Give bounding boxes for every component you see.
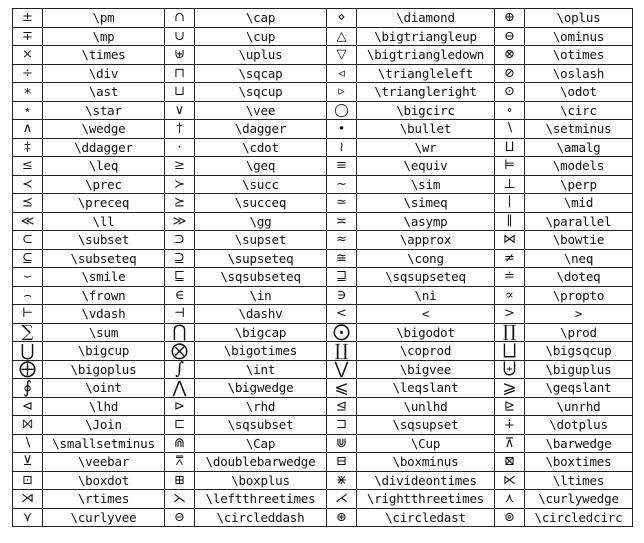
- latex-command: \doteq: [525, 268, 633, 287]
- symbol-glyph: ▽: [327, 46, 357, 65]
- symbol-glyph: ⊖: [495, 27, 525, 46]
- table-row: [13, 83, 633, 102]
- symbol-glyph: ⩞: [165, 453, 195, 472]
- latex-command: \ddagger: [43, 138, 165, 157]
- latex-command: \odot: [525, 83, 633, 102]
- latex-command: \ominus: [525, 27, 633, 46]
- latex-command: \amalg: [525, 138, 633, 157]
- symbol-glyph: ◃: [327, 64, 357, 83]
- symbol-glyph: †: [165, 120, 195, 139]
- latex-command: \rightthreetimes: [357, 490, 495, 509]
- latex-command: \bigcirc: [357, 101, 495, 120]
- latex-command: \geq: [195, 157, 327, 176]
- symbol-glyph: ÷: [13, 64, 43, 83]
- symbol-glyph: ⊳: [165, 397, 195, 416]
- symbol-glyph: ⋄: [327, 9, 357, 28]
- latex-command: \coprod: [357, 342, 495, 361]
- table-row: [13, 46, 633, 65]
- symbol-glyph: ⊘: [495, 64, 525, 83]
- table-row: [13, 157, 633, 176]
- latex-command: \dagger: [195, 120, 327, 139]
- latex-command: \smile: [43, 268, 165, 287]
- symbol-glyph: ⊔: [165, 83, 195, 102]
- latex-command: \propto: [525, 286, 633, 305]
- table-row: [13, 249, 633, 268]
- latex-command: \barwedge: [525, 434, 633, 453]
- latex-command: >: [525, 305, 633, 324]
- latex-command: \bigcup: [43, 342, 165, 361]
- symbol-glyph: ⨆: [495, 342, 525, 361]
- latex-command: \circ: [525, 101, 633, 120]
- symbol-glyph: ≤: [13, 157, 43, 176]
- symbol-glyph: ∑: [13, 323, 43, 342]
- latex-command: \oslash: [525, 64, 633, 83]
- table-row: [13, 175, 633, 194]
- symbol-glyph: ≃: [327, 194, 357, 213]
- table-row: [13, 508, 633, 527]
- table-row: [13, 138, 633, 157]
- symbol-glyph: ≥: [165, 157, 195, 176]
- latex-command: \curlywedge: [525, 490, 633, 509]
- latex-command: \supseteq: [195, 249, 327, 268]
- symbol-glyph: ×: [13, 46, 43, 65]
- latex-command: \rhd: [195, 397, 327, 416]
- latex-command: \bigoplus: [43, 360, 165, 379]
- latex-command: \uplus: [195, 46, 327, 65]
- latex-command: \subseteq: [43, 249, 165, 268]
- latex-command: \approx: [357, 231, 495, 250]
- latex-command: \models: [525, 157, 633, 176]
- latex-command: \sqcup: [195, 83, 327, 102]
- latex-command: \circledast: [357, 508, 495, 527]
- latex-command: \circledcirc: [525, 508, 633, 527]
- table-row: [13, 212, 633, 231]
- symbol-glyph: ⋋: [165, 490, 195, 509]
- symbol-glyph: ⌢: [13, 286, 43, 305]
- symbol-glyph: ∧: [13, 120, 43, 139]
- latex-command: \ni: [357, 286, 495, 305]
- symbol-glyph: ∙: [327, 120, 357, 139]
- latex-command: \sqsubset: [195, 416, 327, 435]
- symbol-glyph: ⨄: [495, 360, 525, 379]
- latex-command: \smallsetminus: [43, 434, 165, 453]
- latex-command: \mid: [525, 194, 633, 213]
- latex-command: \bigcap: [195, 323, 327, 342]
- symbol-glyph: ⊎: [165, 46, 195, 65]
- symbol-glyph: ⊓: [165, 64, 195, 83]
- latex-command: \ll: [43, 212, 165, 231]
- latex-command: \in: [195, 286, 327, 305]
- latex-command: \Join: [43, 416, 165, 435]
- latex-command: \Cap: [195, 434, 327, 453]
- latex-command: \triangleleft: [357, 64, 495, 83]
- symbol-glyph: ⊞: [165, 471, 195, 490]
- latex-command: \equiv: [357, 157, 495, 176]
- symbol-glyph: ⋈: [495, 231, 525, 250]
- latex-command: \divideontimes: [357, 471, 495, 490]
- latex-command: \bigotimes: [195, 342, 327, 361]
- latex-command: \geqslant: [525, 379, 633, 398]
- table-row: [13, 101, 633, 120]
- latex-command: \boxdot: [43, 471, 165, 490]
- symbol-glyph: ∓: [13, 27, 43, 46]
- latex-command: \vee: [195, 101, 327, 120]
- symbol-glyph: ⊗: [495, 46, 525, 65]
- symbol-glyph: ⪯: [13, 194, 43, 213]
- latex-command: \sqcap: [195, 64, 327, 83]
- latex-command: \sqsupseteq: [357, 268, 495, 287]
- symbol-glyph: ⊡: [13, 471, 43, 490]
- symbol-glyph: ⌣: [13, 268, 43, 287]
- symbol-glyph: ∖: [13, 434, 43, 453]
- table-row: [13, 471, 633, 490]
- symbol-glyph: ⊃: [165, 231, 195, 250]
- latex-command: \cup: [195, 27, 327, 46]
- latex-command: \pm: [43, 9, 165, 28]
- table-row: [13, 231, 633, 250]
- symbol-glyph: ⨁: [13, 360, 43, 379]
- latex-command: \asymp: [357, 212, 495, 231]
- symbol-glyph: ⋊: [13, 490, 43, 509]
- symbol-glyph: ∐: [327, 342, 357, 361]
- symbol-glyph: ∔: [495, 416, 525, 435]
- symbol-glyph: ⋒: [165, 434, 195, 453]
- latex-command: \boxminus: [357, 453, 495, 472]
- latex-command: \bigwedge: [195, 379, 327, 398]
- latex-command: \int: [195, 360, 327, 379]
- symbol-glyph: ⊻: [13, 453, 43, 472]
- symbol-glyph: ⊒: [327, 268, 357, 287]
- latex-command: \veebar: [43, 453, 165, 472]
- symbol-glyph: ∮: [13, 379, 43, 398]
- symbol-glyph: ∘: [495, 101, 525, 120]
- symbol-glyph: ∝: [495, 286, 525, 305]
- latex-command: \triangleright: [357, 83, 495, 102]
- symbol-glyph: ·: [165, 138, 195, 157]
- table-row: [13, 360, 633, 379]
- symbol-glyph: ∗: [13, 83, 43, 102]
- latex-command: \biguplus: [525, 360, 633, 379]
- symbol-glyph: ⋁: [327, 360, 357, 379]
- latex-command: \vdash: [43, 305, 165, 324]
- latex-command: \sum: [43, 323, 165, 342]
- symbol-glyph: ⊆: [13, 249, 43, 268]
- symbol-glyph: △: [327, 27, 357, 46]
- symbol-glyph: ∏: [495, 323, 525, 342]
- latex-command: \bullet: [357, 120, 495, 139]
- symbol-glyph: ≠: [495, 249, 525, 268]
- symbol-glyph: ≪: [13, 212, 43, 231]
- table-row: [13, 268, 633, 287]
- symbol-glyph: ⋏: [495, 490, 525, 509]
- table-row: [13, 120, 633, 139]
- latex-command: \ast: [43, 83, 165, 102]
- symbol-glyph: ≅: [327, 249, 357, 268]
- latex-command: \sqsubseteq: [195, 268, 327, 287]
- symbol-glyph: ⊣: [165, 305, 195, 324]
- symbol-glyph: ⋀: [165, 379, 195, 398]
- symbol-glyph: ▹: [327, 83, 357, 102]
- table-row: [13, 27, 633, 46]
- latex-command: \wedge: [43, 120, 165, 139]
- latex-command: \boxtimes: [525, 453, 633, 472]
- symbol-glyph: ⊕: [495, 9, 525, 28]
- latex-command: \wr: [357, 138, 495, 157]
- symbol-glyph: ⊥: [495, 175, 525, 194]
- symbol-glyph: ⨝: [13, 416, 43, 435]
- symbol-glyph: ⊝: [165, 508, 195, 527]
- latex-command: \unlhd: [357, 397, 495, 416]
- symbol-glyph: ⨀: [327, 323, 357, 342]
- latex-command: \bigvee: [357, 360, 495, 379]
- table-row: [13, 305, 633, 324]
- symbol-glyph: ∖: [495, 120, 525, 139]
- table-row: [13, 9, 633, 28]
- symbol-glyph: ⋎: [13, 508, 43, 527]
- symbol-glyph: ⊼: [495, 434, 525, 453]
- latex-command: \bowtie: [525, 231, 633, 250]
- latex-command: \mp: [43, 27, 165, 46]
- symbol-glyph: ≈: [327, 231, 357, 250]
- symbol-glyph: ⊠: [495, 453, 525, 472]
- symbol-glyph: ⊂: [13, 231, 43, 250]
- latex-command: \leq: [43, 157, 165, 176]
- table-row: [13, 64, 633, 83]
- symbol-glyph: <: [327, 305, 357, 324]
- symbol-glyph: ∼: [327, 175, 357, 194]
- latex-command: \frown: [43, 286, 165, 305]
- latex-command: \oplus: [525, 9, 633, 28]
- latex-command: \cong: [357, 249, 495, 268]
- symbol-glyph: ⊐: [327, 416, 357, 435]
- latex-command: \prec: [43, 175, 165, 194]
- symbol-glyph: ⊚: [495, 508, 525, 527]
- latex-command: \succ: [195, 175, 327, 194]
- symbol-glyph: ⨂: [165, 342, 195, 361]
- symbol-glyph: ⊢: [13, 305, 43, 324]
- latex-command: \supset: [195, 231, 327, 250]
- symbol-glyph: >: [495, 305, 525, 324]
- symbol-glyph: ⩾: [495, 379, 525, 398]
- symbol-glyph: ≻: [165, 175, 195, 194]
- latex-command: <: [357, 305, 495, 324]
- latex-command: \doublebarwedge: [195, 453, 327, 472]
- symbol-glyph: ±: [13, 9, 43, 28]
- latex-command: \Cup: [357, 434, 495, 453]
- symbol-glyph: ⊨: [495, 157, 525, 176]
- latex-command: \perp: [525, 175, 633, 194]
- latex-command: \cap: [195, 9, 327, 28]
- symbol-glyph: ⊏: [165, 416, 195, 435]
- latex-command: \diamond: [357, 9, 495, 28]
- symbol-glyph: ⊛: [327, 508, 357, 527]
- latex-command: \rtimes: [43, 490, 165, 509]
- latex-command: \sim: [357, 175, 495, 194]
- symbol-glyph: ≫: [165, 212, 195, 231]
- symbol-glyph: ∥: [495, 212, 525, 231]
- latex-command: \bigodot: [357, 323, 495, 342]
- symbol-glyph: ∋: [327, 286, 357, 305]
- latex-command: \bigtriangledown: [357, 46, 495, 65]
- latex-command: \setminus: [525, 120, 633, 139]
- latex-command: \star: [43, 101, 165, 120]
- symbol-glyph: ⋌: [327, 490, 357, 509]
- symbol-glyph: ⋓: [327, 434, 357, 453]
- latex-command: \subset: [43, 231, 165, 250]
- latex-symbol-table: [12, 8, 633, 527]
- latex-command: \times: [43, 46, 165, 65]
- latex-command: \leftthreetimes: [195, 490, 327, 509]
- latex-command: \simeq: [357, 194, 495, 213]
- symbol-glyph: ‡: [13, 138, 43, 157]
- symbol-glyph: ⊴: [327, 397, 357, 416]
- latex-command: \circleddash: [195, 508, 327, 527]
- symbol-glyph: ⊑: [165, 268, 195, 287]
- symbol-glyph: ⊲: [13, 397, 43, 416]
- latex-command: \preceq: [43, 194, 165, 213]
- latex-command: \gg: [195, 212, 327, 231]
- table-row: [13, 379, 633, 398]
- symbol-glyph: ◯: [327, 101, 357, 120]
- latex-command: \dashv: [195, 305, 327, 324]
- table-row: [13, 397, 633, 416]
- latex-command: \succeq: [195, 194, 327, 213]
- table-row: [13, 286, 633, 305]
- symbol-glyph: ∪: [165, 27, 195, 46]
- table-row: [13, 323, 633, 342]
- latex-command: \sqsupset: [357, 416, 495, 435]
- latex-command: \neq: [525, 249, 633, 268]
- latex-command: \unrhd: [525, 397, 633, 416]
- table-row: [13, 434, 633, 453]
- symbol-glyph: ⋇: [327, 471, 357, 490]
- symbol-glyph: ⋆: [13, 101, 43, 120]
- latex-command: \curlyvee: [43, 508, 165, 527]
- latex-command: \leqslant: [357, 379, 495, 398]
- table-row: [13, 490, 633, 509]
- symbol-glyph: ⨿: [495, 138, 525, 157]
- symbol-glyph: ⋃: [13, 342, 43, 361]
- symbol-glyph: ⋂: [165, 323, 195, 342]
- latex-command: \div: [43, 64, 165, 83]
- latex-command: \prod: [525, 323, 633, 342]
- symbol-glyph: ≀: [327, 138, 357, 157]
- symbol-glyph: ≐: [495, 268, 525, 287]
- table-row: [13, 453, 633, 472]
- latex-command: \bigsqcup: [525, 342, 633, 361]
- symbol-glyph: ∣: [495, 194, 525, 213]
- latex-command: \lhd: [43, 397, 165, 416]
- table-row: [13, 194, 633, 213]
- latex-command: \bigtriangleup: [357, 27, 495, 46]
- symbol-glyph: ⋉: [495, 471, 525, 490]
- table-row: [13, 416, 633, 435]
- latex-command: \parallel: [525, 212, 633, 231]
- symbol-glyph: ⩽: [327, 379, 357, 398]
- latex-command: \ltimes: [525, 471, 633, 490]
- symbol-glyph: ⊵: [495, 397, 525, 416]
- table-body: [13, 9, 633, 527]
- latex-command: \oint: [43, 379, 165, 398]
- symbol-glyph: ∨: [165, 101, 195, 120]
- latex-command: \boxplus: [195, 471, 327, 490]
- symbol-glyph: ∫: [165, 360, 195, 379]
- symbol-glyph: ⊇: [165, 249, 195, 268]
- table-row: [13, 342, 633, 361]
- latex-command: \cdot: [195, 138, 327, 157]
- symbol-glyph: ∈: [165, 286, 195, 305]
- symbol-glyph: ⊟: [327, 453, 357, 472]
- latex-command: \otimes: [525, 46, 633, 65]
- symbol-glyph: ⪰: [165, 194, 195, 213]
- symbol-glyph: ⊙: [495, 83, 525, 102]
- symbol-glyph: ∩: [165, 9, 195, 28]
- symbol-glyph: ≡: [327, 157, 357, 176]
- symbol-glyph: ≺: [13, 175, 43, 194]
- symbol-glyph: ≍: [327, 212, 357, 231]
- latex-command: \dotplus: [525, 416, 633, 435]
